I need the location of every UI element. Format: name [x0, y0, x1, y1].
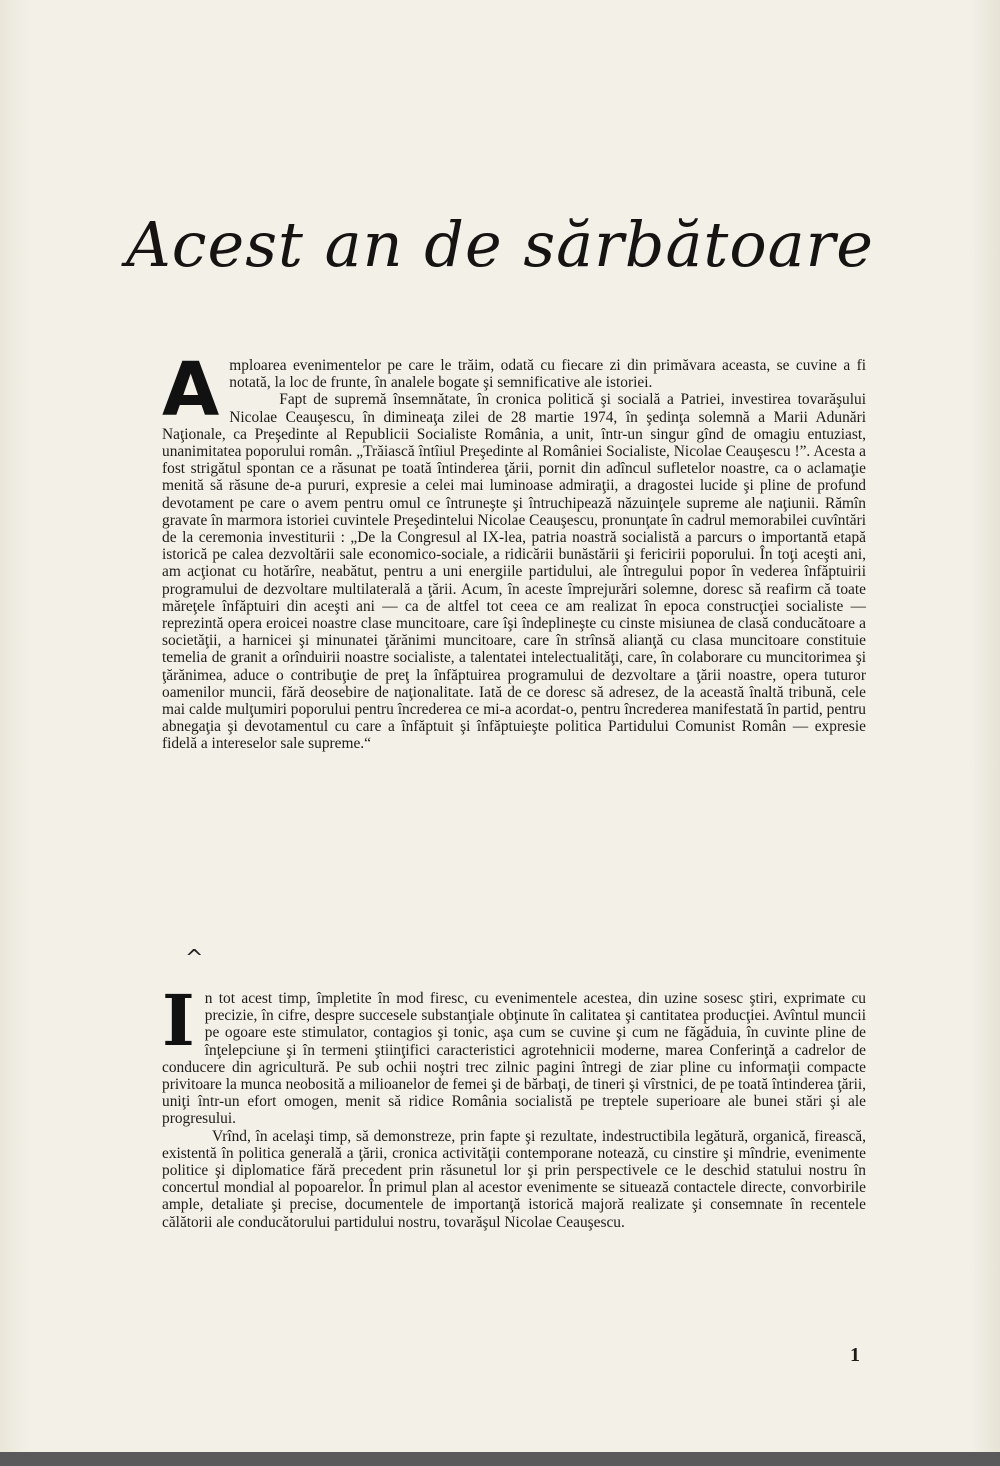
article-title: Acest an de sărbătoare — [126, 208, 874, 281]
dropcap-a: A — [162, 347, 220, 433]
paragraph: Vrînd, în acelaşi timp, să demonstreze, prin fapte şi rezultate, indestructibila legătură, organică, firească, existentă în politica generală a ţării, cronica activităţii contemporane notează, cu cinstire şi mîndrie, evenimente politice şi diplomatice fără precedent prin răsunetul lor şi prin perspectivele ce le deschid statului nostru în concertul mondial al popoarelor. În primul plan al acestor evenimente se situează contactele directe, convorbirile ample, detaliate şi precise, documentele de importanţă istorică majoră realizate şi consemnate în recentele călătorii ale conducătorului partidului nostru, tovarăşul Nicolae Ceauşescu. — [162, 1127, 866, 1231]
section-2 — [162, 979, 866, 1231]
page-number: 1 — [850, 1344, 860, 1366]
paragraph: n tot acest timp, împletite în mod firesc, cu evenimentele acestea, din uzine sosesc ştiri, exprimate cu precizie, în cifre, despre succesele substanţiale obţinute în calitatea şi cantitatea producţiei. Avîntul muncii pe ogoare este stimulator, contagios şi tonic, aşa cum se cuvine şi cum ne făgăduia, în cuvinte pline de înţelepciune şi în termeni ştiinţifici caracteristici agrotehnicii moderne, marea Conferinţă a cadrelor de conducere din agricultură. Pe sub ochii noştri trec zilnic pagini întregi de ziar pline cu informaţii compacte privitoare la munca neobosită a milioanelor de femei şi de bărbaţi, de tineri şi vîrstnici, de pe toată întinderea ţării, uniţi într-un efort omogen, menit să ridice România socialistă pe treptele superioare ale bunei stări şi ale progresului. — [162, 990, 866, 1128]
scan-edge — [0, 1452, 1000, 1466]
dropcap-i: I — [162, 979, 195, 1062]
paragraph: Fapt de supremă însemnătate, în cronica politică şi socială a Patriei, investirea tovarăşului Nicolae Ceauşescu, în dimineaţa zilei de 28 martie 1974, în şedinţa solemnă a Marii Adunări Naţionale, ca Preşedinte al Republicii Socialiste România, a unit, într-un singur gînd de omagiu entuziast, unanimitatea poporului român. „Trăiască întîiul Preşedinte al României Socialiste, Nicolae Ceauşescu !”. Acesta a fost strigătul spontan ce a răsunat pe toată întinderea ţării, pornit din adîncul sufletelor noastre, ca o aclamaţie menită să răsune de-a pururi, expresie a celei mai luminoase admiraţii, a dragostei lucide şi pline de profund devotament pe care o avem pentru omul ce întruneşte şi întruchipează năzuinţele supreme ale naţiunii. Rămîn gravate în marmora istoriei cuvintele Preşedintelui Nicolae Ceauşescu, pronunţate în cadrul memorabilei cuvîntări de la ceremonia investiturii : „De la Congresul al IX-lea, patria noastră socialistă a parcurs o importantă etapă istorică pe calea dezvoltării sale economico-sociale, a ridicării bunăstării şi fericirii poporului. În toţi aceşti ani, am acţionat cu hotărîre, neabătut, pentru a uni energiile partidului, ale întregului popor în vederea înfăptuirii programului de dezvoltare multilaterală a ţării. Acum, în aceste împrejurări solemne, doresc să reafirm că toate măreţele înfăptuiri din aceşti ani — ca de altfel tot ceea ce am realizat în epoca construcţiei socialiste — reprezintă opera eroicei noastre clase muncitoare, care îşi îndeplineşte cu cinste misiunea de clasă conducătoare a societăţii, a harnicei şi minunatei ţărănimi muncitoare, care în strînsă alianţă cu clasa muncitoare constituie temelia de granit a orînduirii noastre socialiste, a talentatei intelectualităţi, care, în colaborare cu muncitorimea şi ţărănimea, aduce o contribuţie de preţ la înfăptuirea programului de dezvoltare a ţării noastre, opera tuturor oamenilor muncii, fără deosebire de naţionalitate. Iată de ce doresc să adresez, de la această înaltă tribună, cele mai calde mulţumiri poporului pentru încrederea ce mi-a acordat-o, pentru încrederea manifestată în partid, pentru abnegaţia şi devotamentul cu care a înfăptuit şi înfăptuieşte politica Partidului Comunist Român — expresie fidelă a intereselor sale supreme.“ — [162, 391, 866, 753]
circumflex-mark: ^ — [185, 946, 204, 971]
section-1 — [162, 347, 866, 753]
paragraph: mploarea evenimentelor pe care le trăim, odată cu fiecare zi din primăvara aceasta, se cuvine a fi notată, la loc de frunte, în analele bogate şi semnificative ale istoriei. — [229, 357, 866, 392]
